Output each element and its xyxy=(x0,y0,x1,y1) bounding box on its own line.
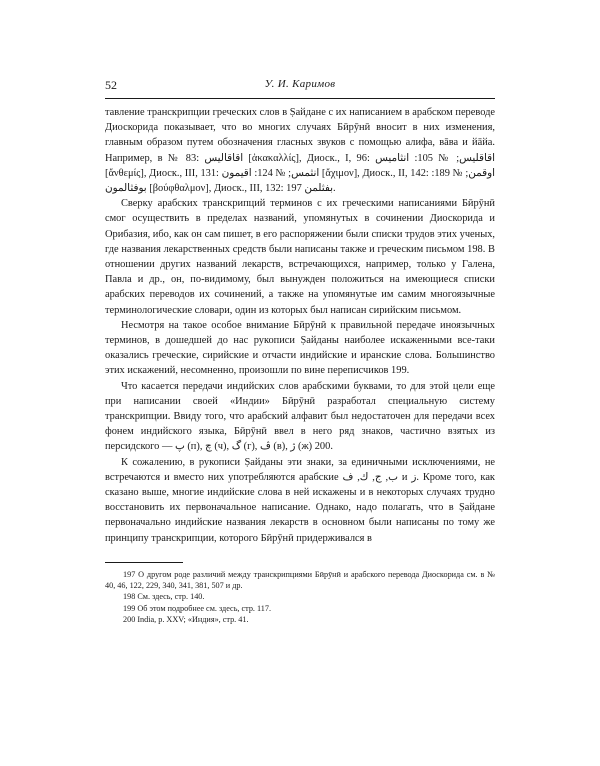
page xyxy=(105,78,495,625)
paragraph: Что касается передачи индийских слов арабскими буквами, то для этой цели еще при написании своей «Индии» Бӣрӯнӣ разработал специальную систему транскрипции. Ввиду того, что арабский алфавит был недостаточен для передачи всех фонем индийского языка, Бӣрӯнӣ ввел в него ряд знаков, частично взятых из персидского — پ (п), چ (ч), گ (г), ڤ (в), ژ (ж) 200. xyxy=(105,380,495,453)
footnote: 200 India, p. XXV; «Индия», стр. 41. xyxy=(123,614,249,624)
paragraph: Несмотря на такое особое внимание Бӣрӯнӣ к правильной передаче иноязычных терминов, в дошедшей до нас рукописи Ṣайданы наиболее искаженными все-таки оказались греческие, сирийские и отчасти индийские и иранские слова. Большинство этих искажений, несомненно, произошли по вине переписчиков 199. xyxy=(105,319,495,377)
footnotes xyxy=(105,569,495,625)
footnote-rule xyxy=(105,562,183,563)
running-head: У. И. Каримов xyxy=(264,78,336,90)
paragraph: К сожалению, в рукописи Ṣайданы эти знаки, за единичными исключениями, не встречаются и вместо них употребляются арабские ب, ج, ك, ف и ز. Кроме того, как сказано выше, многие индийские слова в ней искажены и в некоторых случаях трудно восстановить их первоначальное написание. Однако, надо полагать, что в Ṣайдане первоначально индийские названия лекарств в основном были написаны по тому же принципу транскрипции, которого Бӣрӯнӣ придерживался в xyxy=(105,456,495,544)
page-header xyxy=(105,78,495,96)
page-number: 52 xyxy=(105,78,117,92)
header-rule xyxy=(105,98,495,99)
body-text xyxy=(105,105,495,546)
paragraph: тавление транскрипции греческих слов в Ṣайдане с их написанием в арабском переводе Диоскорида показывает, что во многих случаях Бӣрӯнӣ вносит в них изменения, главным образом путем обозначения гласных звуков с помощью алифа, вāва и йāйа. Например, в № 83: اقاقاليس [ἀκακαλλίς], Диоск., I, 96: اقاقليس; № 105: انثاميس [ἄνθεμίς], Диоск., III, 131: انثمس; № 124: اقيمون [ἄχιμον], Диоск., II, 142: اوقمن; № 189: بوفثالمون [βούφθαλμον], Диоск., III, 132: بفثلمن 197. xyxy=(105,107,496,195)
paragraph: Сверку арабских транскрипций терминов с их греческими написаниями Бӣрӯнӣ смог осуществить в пределах названий, упомянутых в сочинении Диоскорида и Орибазия, ибо, как он сам пишет, в его распоряжении были списки трудов этих ученых, где названия лекарственных средств были написаны также и греческим письмом 198. В отношении других названий лекарств, встречающихся, например, только у Галена, Павла и др., он, по-видимому, был вынужден положиться на имеющиеся списки арабских переводов их сочинений, а также на упомянутые им самим многоязычные терминологические словари, один из которых был написан сирийским письмом. xyxy=(105,198,495,316)
footnote: 199 Об этом подробнее см. здесь, стр. 117. xyxy=(123,603,272,613)
footnote: 198 См. здесь, стр. 140. xyxy=(123,592,205,602)
footnote: 197 О другом роде различий между транскрипциями Бӣрӯнӣ и арабского перевода Диоскорида см. в № 40, 46, 122, 229, 340, 341, 381, 507 и др. xyxy=(105,569,495,591)
